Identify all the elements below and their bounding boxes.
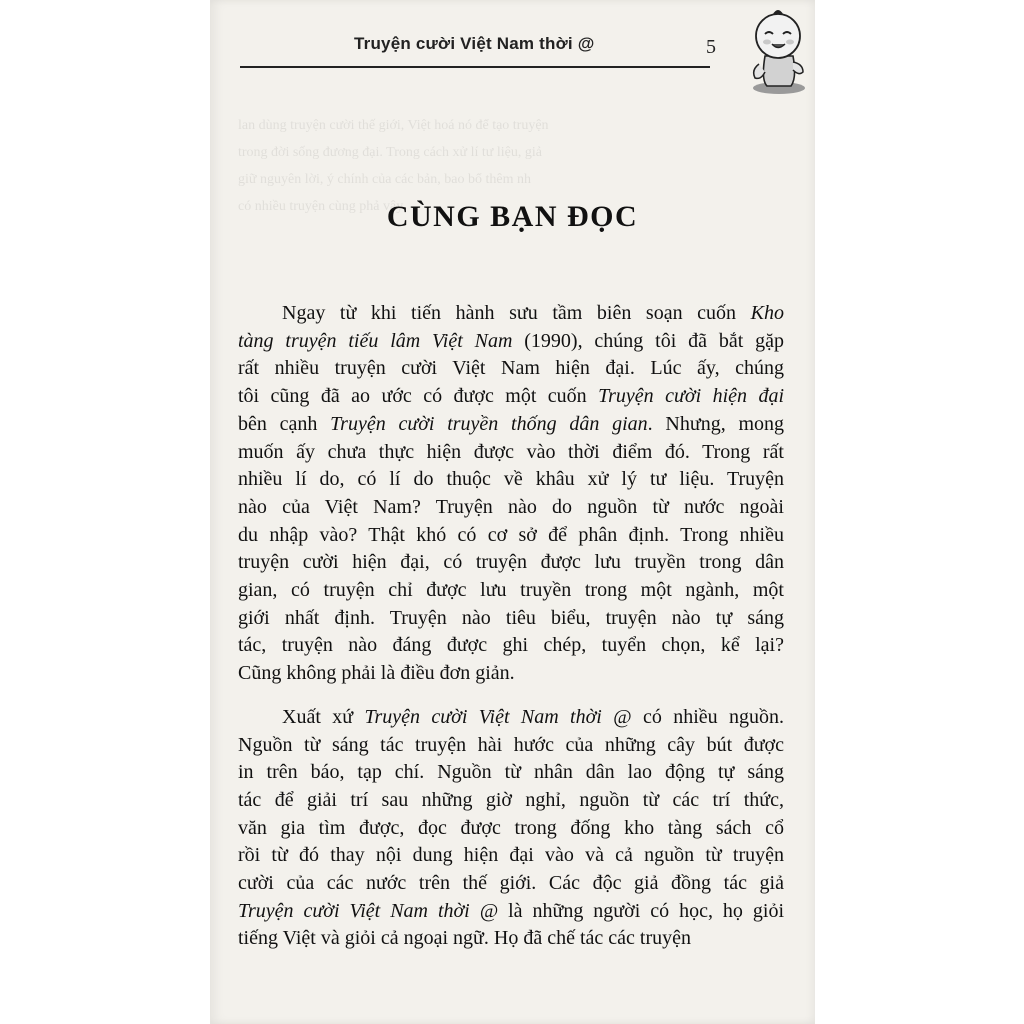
text-run: gian, có truyện chỉ được lưu truyền trong một ngành, một	[238, 579, 784, 602]
paragraph-gap	[238, 688, 784, 704]
text-run: rất nhiều truyện cười Việt Nam hiện đại. Lúc ấy, chúng	[238, 357, 784, 380]
text-line	[238, 815, 784, 843]
italic-title-run: Truyện cười hiện đại	[598, 385, 784, 408]
italic-title-run: Truyện cười truyền thống dân gian	[330, 412, 648, 435]
text-line	[238, 494, 784, 522]
text-run: tác để giải trí sau những giờ nghỉ, nguồn từ các trí thức,	[238, 788, 784, 811]
text-run: truyện cười hiện đại, có truyện được lưu truyền trong dân	[238, 551, 784, 574]
italic-title-run: Truyện cười Việt Nam thời @	[238, 899, 499, 922]
body-text	[238, 300, 784, 953]
text-run: tôi cũng đã ao ước có được một cuốn	[238, 385, 599, 408]
text-line	[238, 605, 784, 633]
text-run: có nhiều nguồn.	[631, 705, 785, 728]
text-line	[238, 466, 784, 494]
text-line	[238, 549, 784, 577]
text-run: muốn ấy chưa thực hiện được vào thời điểm đó. Trong rất	[238, 440, 784, 463]
text-line	[238, 759, 784, 787]
text-run: Cũng không phải là điều đơn giản.	[238, 662, 515, 685]
text-run: tác, truyện nào đáng được ghi chép, tuyển chọn, kể lại?	[238, 634, 784, 657]
text-line	[238, 660, 784, 688]
text-run: văn gia tìm được, đọc được trong đống kho tàng sách cổ	[238, 816, 784, 839]
text-run: tiếng Việt và giỏi cả ngoại ngữ. Họ đã chế tác các truyện	[238, 927, 691, 950]
text-run: in trên báo, tạp chí. Nguồn từ nhân dân lao động tự sáng	[238, 761, 784, 784]
text-run: (1990), chúng tôi đã bắt gặp	[512, 329, 785, 352]
paragraph	[238, 704, 784, 953]
text-line	[238, 522, 784, 550]
text-line	[238, 925, 784, 953]
text-run: nhiều lí do, có lí do thuộc về khâu xử lý tư liệu. Truyện	[238, 468, 784, 491]
text-run: cười của các nước trên thế giới. Các độc giả đồng tác giả	[238, 872, 784, 895]
text-line	[238, 577, 784, 605]
text-run: Ngay từ khi tiến hành sưu tầm biên soạn cuốn	[282, 302, 751, 324]
text-line	[238, 842, 784, 870]
text-line	[238, 411, 784, 439]
text-line	[238, 328, 784, 356]
text-run: giới nhất định. Truyện nào tiêu biểu, truyện nào tự sáng	[238, 606, 784, 629]
text-line	[238, 732, 784, 760]
text-run: là những người có học, họ giỏi	[498, 899, 784, 922]
italic-title-run: Truyện cười Việt Nam thời @	[364, 705, 632, 728]
text-line	[238, 704, 784, 732]
page-number: 5	[706, 36, 716, 58]
text-line	[238, 300, 784, 328]
text-run: Nguồn từ sáng tác truyện hài hước của những cây bút được	[238, 733, 784, 756]
italic-title-run: Kho	[750, 302, 784, 324]
text-line	[238, 632, 784, 660]
page-header	[240, 34, 710, 68]
text-line	[238, 870, 784, 898]
text-line	[238, 787, 784, 815]
text-line	[238, 439, 784, 467]
text-run: Xuất xứ	[282, 705, 365, 728]
bleed-through-text: lan dùng truyện cười thế giới, Việt hoá nó để tạo truyện trong đời sống đương đại. Trong cách xử lí tư liệu, giả giữ nguyên lời, ý chính của các bản, bao bổ thêm nh có nhiều truyện cùng phả vây	[238, 118, 549, 214]
cartoon-boy-mascot-icon	[745, 4, 811, 96]
chapter-title: CÙNG BẠN ĐỌC	[386, 200, 639, 233]
text-run: . Nhưng, mong	[647, 412, 785, 435]
italic-title-run: tàng truyện tiếu lâm Việt Nam	[238, 329, 513, 352]
text-run: du nhập vào? Thật khó có cơ sở để phân định. Trong nhiều	[238, 523, 784, 546]
text-line	[238, 383, 784, 411]
text-line	[238, 355, 784, 383]
text-line	[238, 898, 784, 926]
running-title: Truyện cười Việt Nam thời @	[354, 34, 595, 53]
text-run: nào của Việt Nam? Truyện nào do nguồn từ nước ngoài	[238, 495, 784, 518]
paragraph	[238, 300, 784, 688]
text-run: rồi từ đó thay nội dung hiện đại vào và cả nguồn từ truyện	[238, 844, 784, 867]
text-run: bên cạnh	[238, 412, 331, 435]
book-page	[210, 0, 815, 1024]
